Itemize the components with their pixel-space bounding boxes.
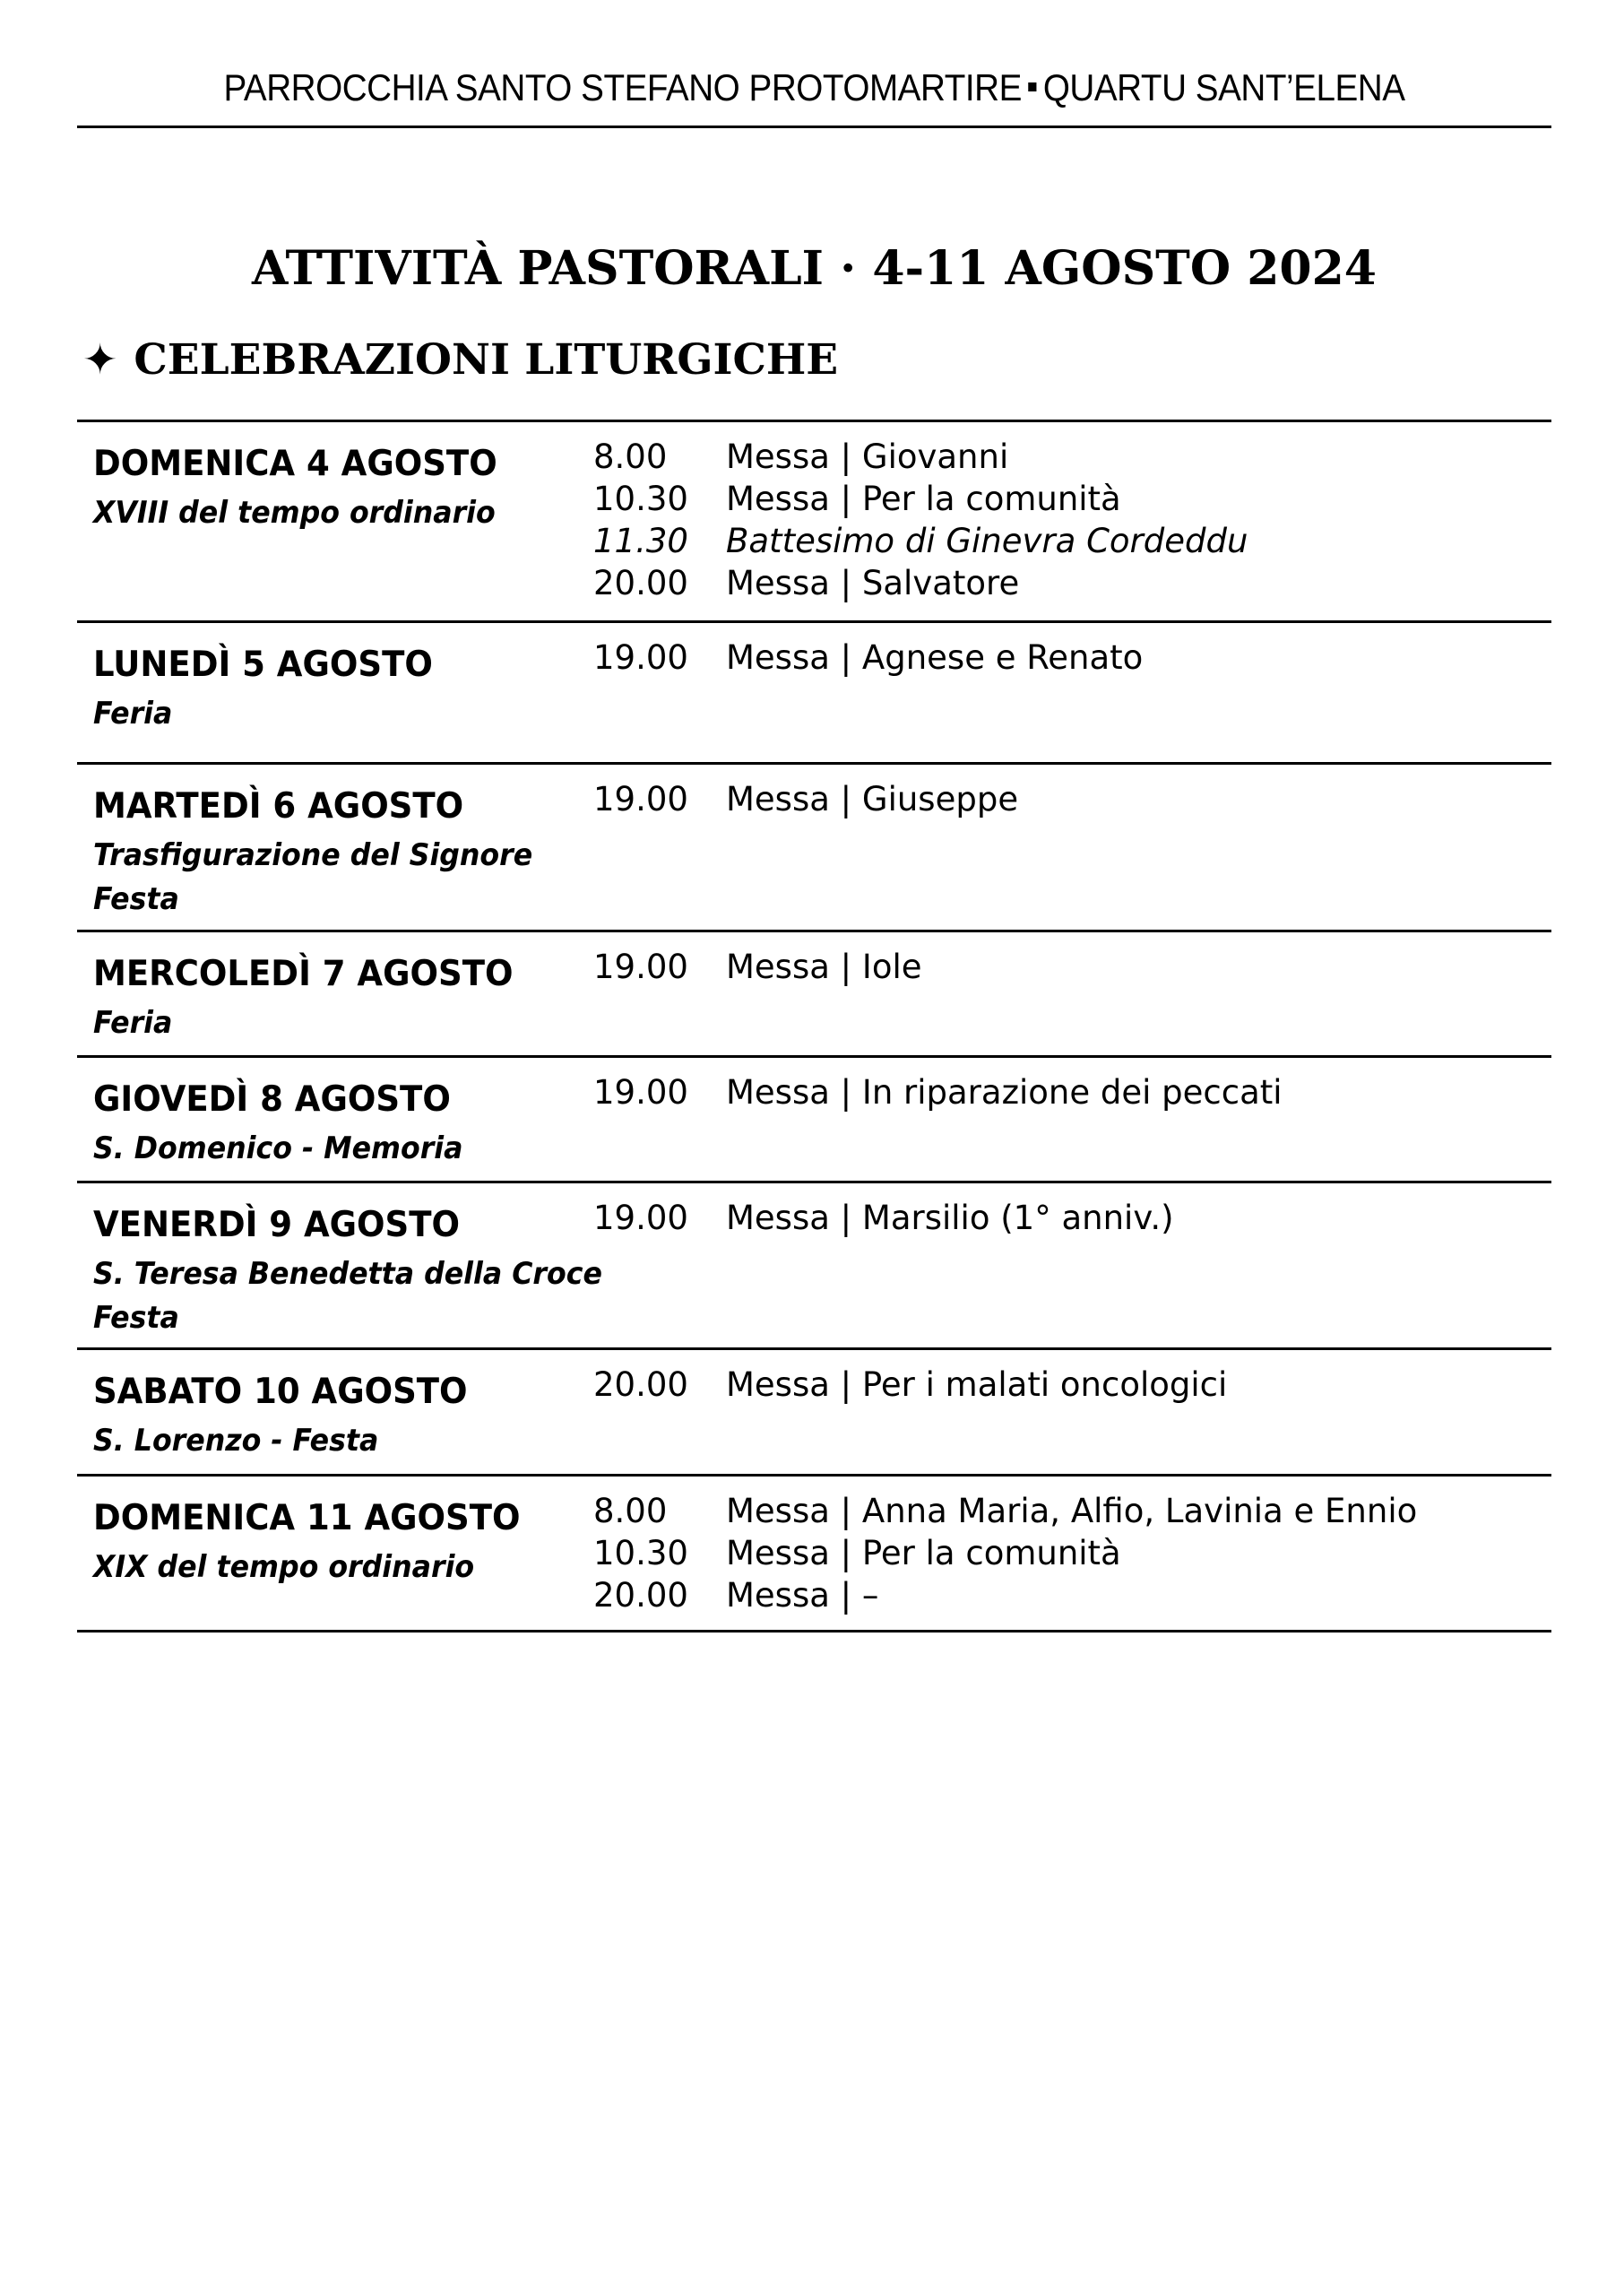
day-label: DOMENICA 11 AGOSTO xyxy=(93,1498,521,1538)
liturgical-description: Trasfigurazione del Signore xyxy=(93,837,533,873)
event-time: 20.00 xyxy=(593,564,688,602)
event-text: Messa | Giuseppe xyxy=(726,780,1019,818)
event-time: 8.00 xyxy=(593,1492,668,1530)
row-divider xyxy=(77,1474,1551,1477)
liturgical-description: S. Domenico - Memoria xyxy=(93,1130,463,1166)
event-text: Messa | – xyxy=(726,1576,879,1615)
event-time: 10.30 xyxy=(593,1534,688,1572)
event-entry xyxy=(593,1490,1534,1532)
row-divider xyxy=(77,930,1551,932)
day-label: VENERDÌ 9 AGOSTO xyxy=(93,1205,460,1245)
event-entry xyxy=(593,778,1534,820)
event-entry xyxy=(593,1574,1534,1616)
event-text: Battesimo di Ginevra Cordeddu xyxy=(726,522,1248,560)
event-text: Messa | Anna Maria, Alfio, Lavinia e Ennio xyxy=(726,1492,1418,1530)
event-text: Messa | Per la comunità xyxy=(726,480,1121,518)
event-time: 19.00 xyxy=(593,948,688,986)
section-heading xyxy=(82,333,838,387)
row-divider xyxy=(77,1347,1551,1350)
event-time: 8.00 xyxy=(593,437,668,476)
event-text: Messa | Iole xyxy=(726,948,922,986)
event-text: Messa | Agnese e Renato xyxy=(726,638,1144,677)
event-time: 11.30 xyxy=(593,522,688,560)
event-text: Messa | Giovanni xyxy=(726,437,1009,476)
row-divider xyxy=(77,1181,1551,1183)
section-title: CELEBRAZIONI LITURGICHE xyxy=(134,335,839,385)
liturgical-description: XIX del tempo ordinario xyxy=(93,1549,475,1585)
event-time: 19.00 xyxy=(593,1199,688,1237)
liturgical-description: Festa xyxy=(93,1300,179,1336)
event-time: 20.00 xyxy=(593,1576,688,1615)
row-divider xyxy=(77,620,1551,623)
event-time: 19.00 xyxy=(593,638,688,677)
event-time: 10.30 xyxy=(593,480,688,518)
row-divider xyxy=(77,420,1551,422)
event-time: 19.00 xyxy=(593,780,688,818)
header-divider xyxy=(77,126,1551,128)
event-text: Messa | Per i malati oncologici xyxy=(726,1365,1228,1404)
day-label: LUNEDÌ 5 AGOSTO xyxy=(93,645,433,685)
parish-name: PARROCCHIA SANTO STEFANO PROTOMARTIRE xyxy=(223,66,1022,108)
day-label: SABATO 10 AGOSTO xyxy=(93,1372,468,1412)
liturgical-description: S. Lorenzo - Festa xyxy=(93,1423,379,1459)
event-entry xyxy=(593,1071,1534,1113)
liturgical-description: S. Teresa Benedetta della Croce xyxy=(93,1256,602,1292)
event-entry xyxy=(593,436,1534,478)
parish-header xyxy=(136,63,1492,113)
page-title: ATTIVITÀ PASTORALI · 4-11 AGOSTO 2024 xyxy=(252,241,1377,296)
event-entry xyxy=(593,637,1534,679)
day-label: DOMENICA 4 AGOSTO xyxy=(93,444,497,484)
event-time: 20.00 xyxy=(593,1365,688,1404)
event-entry xyxy=(593,1197,1534,1239)
liturgical-description: XVIII del tempo ordinario xyxy=(93,495,496,531)
day-label: MERCOLEDÌ 7 AGOSTO xyxy=(93,954,514,994)
liturgical-description: Festa xyxy=(93,881,179,917)
event-text: Messa | Salvatore xyxy=(726,564,1020,602)
square-separator-icon xyxy=(1028,82,1036,91)
liturgical-description: Feria xyxy=(93,1005,173,1041)
day-label: GIOVEDÌ 8 AGOSTO xyxy=(93,1079,451,1120)
event-text: Messa | Marsilio (1° anniv.) xyxy=(726,1199,1174,1237)
event-entry xyxy=(593,562,1534,604)
row-divider xyxy=(77,762,1551,765)
event-time: 19.00 xyxy=(593,1073,688,1112)
liturgical-description: Feria xyxy=(93,696,173,732)
day-label: MARTEDÌ 6 AGOSTO xyxy=(93,786,464,827)
event-entry xyxy=(593,1532,1534,1574)
event-entry xyxy=(593,1364,1534,1406)
event-text: Messa | In riparazione dei peccati xyxy=(726,1073,1283,1112)
row-divider xyxy=(77,1630,1551,1632)
row-divider xyxy=(77,1055,1551,1058)
four-pointed-star-icon: ✦ xyxy=(82,335,118,385)
parish-town: QUARTU SANT’ELENA xyxy=(1042,66,1405,108)
event-entry xyxy=(593,478,1534,520)
event-entry xyxy=(593,520,1534,562)
event-text: Messa | Per la comunità xyxy=(726,1534,1121,1572)
event-entry xyxy=(593,946,1534,988)
